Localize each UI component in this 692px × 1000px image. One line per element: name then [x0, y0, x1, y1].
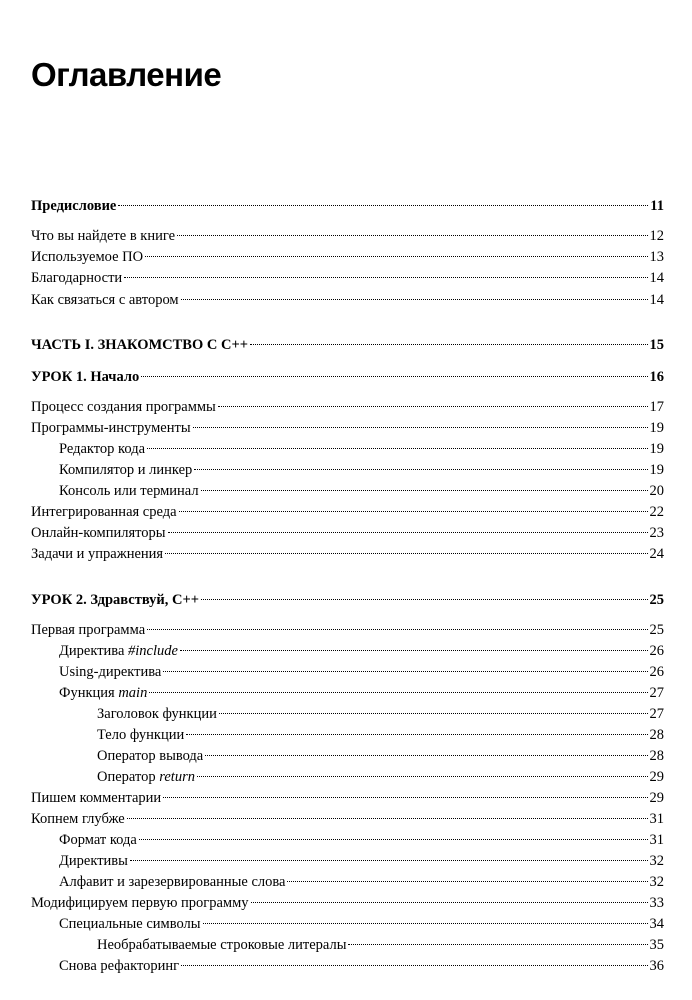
toc-entry — [97, 704, 664, 724]
toc-entry — [31, 268, 664, 288]
toc-entry — [59, 914, 664, 934]
dot-leader — [124, 277, 647, 278]
toc-entry-label: Задачи и упражнения — [31, 546, 164, 562]
dot-leader — [130, 860, 648, 861]
toc-entry-label: Оператор вывода — [97, 748, 204, 764]
toc-entry — [97, 746, 664, 766]
toc-entry — [31, 196, 664, 216]
toc-entry-page: 16 — [649, 369, 664, 385]
dot-leader — [203, 923, 648, 924]
toc-entry-label: Оператор return — [97, 769, 195, 785]
toc-entry-page: 19 — [649, 420, 664, 436]
dot-leader — [197, 776, 648, 777]
toc-entry-label: Модифицируем первую программу — [31, 895, 249, 911]
toc-entry-label: Снова рефакторинг — [59, 958, 180, 974]
dot-leader — [149, 692, 647, 693]
toc-entry — [31, 620, 664, 640]
toc-entry-label: Что вы найдете в книге — [31, 228, 176, 244]
toc-entry — [59, 439, 664, 459]
toc-entry — [59, 851, 664, 871]
toc-entry-label: УРОК 1. Начало — [31, 369, 140, 385]
page-title: Оглавление — [31, 56, 222, 93]
toc-entry-page: 15 — [649, 337, 664, 353]
toc-entry — [59, 662, 664, 682]
toc-entry — [31, 788, 664, 808]
toc-entry-page: 24 — [649, 546, 664, 562]
toc-entry — [59, 481, 664, 501]
toc-entry-page: 36 — [649, 958, 664, 974]
dot-leader — [251, 902, 648, 903]
toc-entry-page: 27 — [649, 685, 664, 701]
toc-entry — [31, 290, 664, 310]
toc-entry-label: Необрабатываемые строковые литералы — [97, 937, 347, 953]
dot-leader — [139, 839, 648, 840]
toc-entry — [31, 523, 664, 543]
toc-entry — [31, 893, 664, 913]
dot-leader — [145, 256, 647, 257]
dot-leader — [163, 671, 647, 672]
toc-entry-label: Специальные символы — [59, 916, 201, 932]
toc-entry-page: 34 — [649, 916, 664, 932]
toc-entry-page: 25 — [649, 592, 664, 608]
dot-leader — [181, 299, 648, 300]
toc-entry-label: Первая программа — [31, 622, 146, 638]
toc-entry-page: 29 — [649, 790, 664, 806]
toc-entry-page: 17 — [649, 399, 664, 415]
dot-leader — [147, 629, 647, 630]
dot-leader — [201, 490, 648, 491]
toc-entry-label: Как связаться с автором — [31, 292, 179, 308]
toc-entry — [59, 460, 664, 480]
toc-entry-page: 13 — [649, 249, 664, 265]
toc-entry-label: Благодарности — [31, 270, 123, 286]
toc-entry-label: ЧАСТЬ I. ЗНАКОМСТВО С C++ — [31, 337, 248, 353]
dot-leader — [287, 881, 647, 882]
toc-entry — [59, 830, 664, 850]
toc-entry-label: Директива #include — [59, 643, 178, 659]
toc-entry — [59, 872, 664, 892]
toc-entry-page: 31 — [649, 811, 664, 827]
toc-entry-page: 29 — [649, 769, 664, 785]
toc-entry-page: 27 — [649, 706, 664, 722]
toc-entry-page: 26 — [649, 664, 664, 680]
toc-entry-label: Онлайн-компиляторы — [31, 525, 166, 541]
toc-entry — [31, 397, 664, 417]
toc-entry-page: 22 — [649, 504, 664, 520]
toc-entry-label: Процесс создания программы — [31, 399, 216, 415]
toc-entry-label: Используемое ПО — [31, 249, 144, 265]
toc-entry — [31, 809, 664, 829]
toc-entry — [97, 935, 664, 955]
dot-leader — [194, 469, 647, 470]
toc-entry-label: Заголовок функции — [97, 706, 217, 722]
toc-entry-page: 19 — [649, 462, 664, 478]
dot-leader — [193, 427, 648, 428]
toc-entry-label: Предисловие — [31, 198, 117, 214]
dot-leader — [179, 511, 648, 512]
toc-entry-page: 28 — [649, 748, 664, 764]
toc-entry-label: Алфавит и зарезервированные слова — [59, 874, 286, 890]
toc-entry-label: Директивы — [59, 853, 128, 869]
toc-entry-page: 23 — [649, 525, 664, 541]
toc-entry-page: 26 — [649, 643, 664, 659]
toc-entry — [31, 502, 664, 522]
toc-entry-label: Пишем комментарии — [31, 790, 162, 806]
toc-entry — [31, 418, 664, 438]
dot-leader — [163, 797, 647, 798]
toc-entry — [31, 590, 664, 610]
toc-entry — [59, 641, 664, 661]
dot-leader — [165, 553, 647, 554]
dot-leader — [127, 818, 648, 819]
dot-leader — [141, 376, 647, 377]
toc-entry — [31, 544, 664, 564]
toc-entry-label: Using-директива — [59, 664, 162, 680]
toc-entry — [31, 335, 664, 355]
toc-entry-page: 14 — [649, 292, 664, 308]
dot-leader — [186, 734, 647, 735]
toc-entry — [97, 725, 664, 745]
dot-leader — [180, 650, 648, 651]
toc-entry-label: Тело функции — [97, 727, 185, 743]
toc-entry-page: 28 — [649, 727, 664, 743]
toc-entry — [31, 247, 664, 267]
dot-leader — [205, 755, 647, 756]
toc-entry-label: Функция main — [59, 685, 148, 701]
dot-leader — [118, 205, 648, 206]
toc-entry-page: 33 — [649, 895, 664, 911]
toc-entry-label: Копнем глубже — [31, 811, 125, 827]
toc-entry — [59, 683, 664, 703]
toc-entry-label: Консоль или терминал — [59, 483, 199, 499]
toc-entry-page: 31 — [649, 832, 664, 848]
dot-leader — [168, 532, 648, 533]
toc-entry-label: Редактор кода — [59, 441, 146, 457]
toc-entry-page: 20 — [649, 483, 664, 499]
toc-entry — [31, 367, 664, 387]
toc-entry-page: 32 — [649, 874, 664, 890]
toc-entry — [59, 956, 664, 976]
dot-leader — [218, 406, 648, 407]
dot-leader — [147, 448, 647, 449]
toc-entry-label: Формат кода — [59, 832, 137, 848]
toc-entry-label: Компилятор и линкер — [59, 462, 193, 478]
dot-leader — [177, 235, 647, 236]
toc-entry-page: 14 — [649, 270, 664, 286]
toc-entry-page: 19 — [649, 441, 664, 457]
toc-entry — [97, 767, 664, 787]
toc-entry-page: 25 — [649, 622, 664, 638]
dot-leader — [250, 344, 648, 345]
dot-leader — [181, 965, 647, 966]
toc-entry-label: Интегрированная среда — [31, 504, 177, 520]
toc-entry-page: 32 — [649, 853, 664, 869]
toc-entry-page: 12 — [649, 228, 664, 244]
dot-leader — [348, 944, 647, 945]
dot-leader — [201, 599, 647, 600]
toc-entry — [31, 226, 664, 246]
toc-entry-page: 35 — [649, 937, 664, 953]
dot-leader — [219, 713, 648, 714]
toc-entry-label: УРОК 2. Здравствуй, C++ — [31, 592, 200, 608]
toc-entry-page: 11 — [650, 198, 664, 214]
toc-entry-label: Программы-инструменты — [31, 420, 191, 436]
